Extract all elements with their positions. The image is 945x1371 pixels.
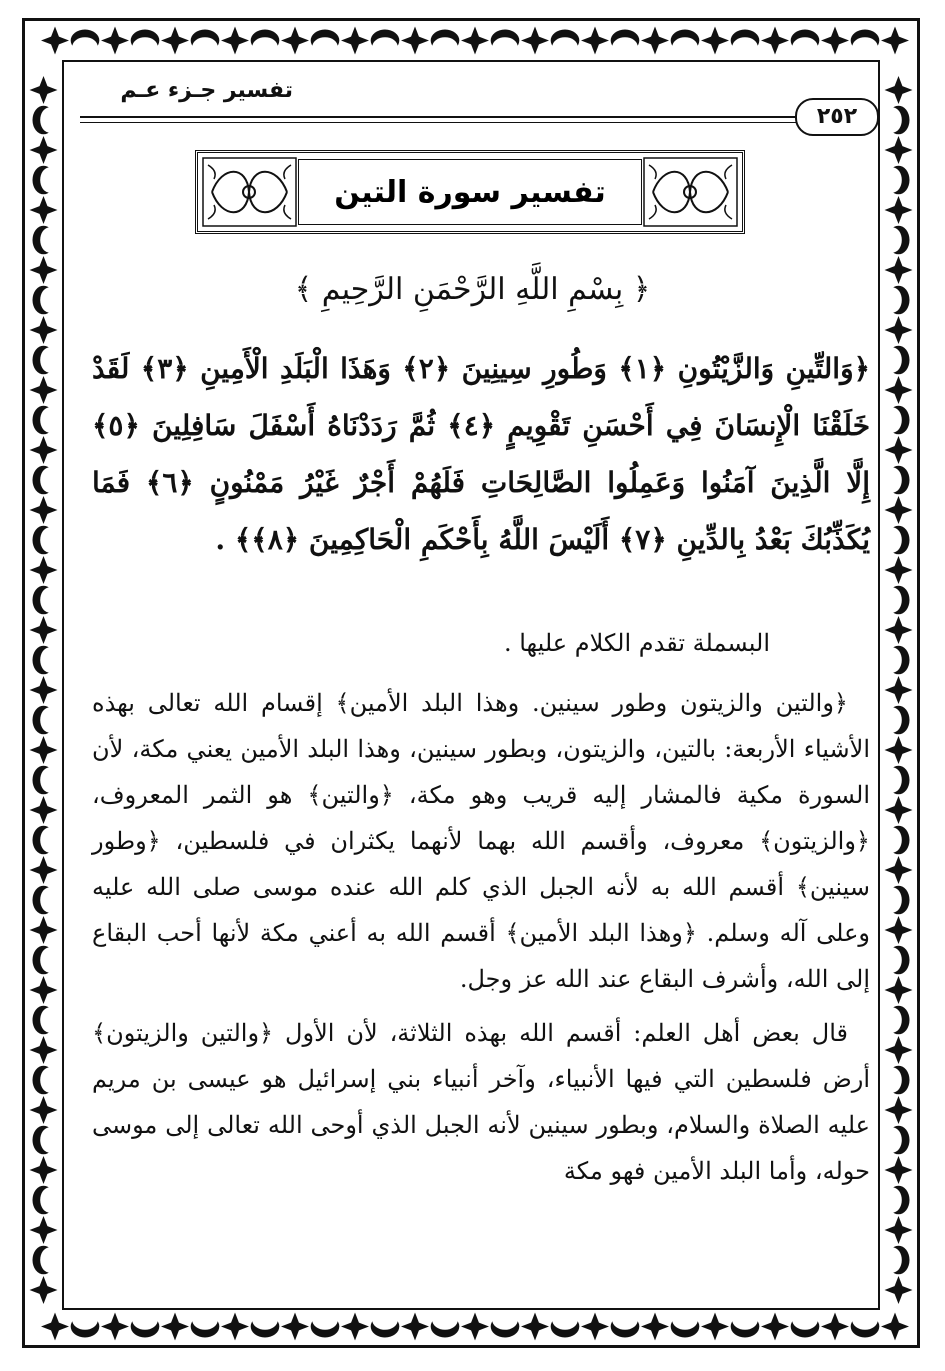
crescent-ornament-icon <box>883 286 909 315</box>
star-ornament-icon <box>701 1313 729 1341</box>
crescent-ornament-icon <box>33 226 59 255</box>
star-ornament-icon <box>30 1276 58 1304</box>
star-ornament-icon <box>161 1313 189 1341</box>
crescent-ornament-icon <box>883 1246 909 1275</box>
crescent-ornament-icon <box>33 166 59 195</box>
crescent-ornament-icon <box>71 30 100 56</box>
star-ornament-icon <box>641 1313 669 1341</box>
crescent-ornament-icon <box>311 30 340 56</box>
star-ornament-icon <box>221 1313 249 1341</box>
crescent-ornament-icon <box>33 466 59 495</box>
header-rule <box>80 116 800 123</box>
star-ornament-icon <box>41 1313 69 1341</box>
arabesque-ornament-icon <box>643 157 738 227</box>
star-ornament-icon <box>885 616 913 644</box>
crescent-ornament-icon <box>191 30 220 56</box>
paragraph: ﴿والتين والزيتون وطور سينين. وهذا البلد الأمين﴾ إقسام الله تعالى بهذه الأشياء الأربعة: بالتين، والزيتون، وبطور سينين، وهذا البلد الأمين يعني مكة، لأن السورة مكية فالمشار إليه قريب وهو مكة، ﴿والتين﴾ هو الثمر المعروف، ﴿والزيتون﴾ معروف، وأقسم الله بهما لأنهما يكثران في فلسطين، ﴿وطور سينين﴾ أقسم الله به لأنه الجبل الذي كلم الله عنده موسى صلى الله عليه وعلى آله وسلم. ﴿وهذا البلد الأمين﴾ أقسم الله به أعني مكة لأنها أحب البقاع إلى الله، وأشرف البقاع عند الله عز وجل. <box>92 689 870 993</box>
star-ornament-icon <box>881 1313 909 1341</box>
star-ornament-icon <box>885 436 913 464</box>
star-ornament-icon <box>821 1313 849 1341</box>
surah-title: تفسير سورة التين <box>298 159 642 225</box>
crescent-ornament-icon <box>191 1311 220 1337</box>
star-ornament-icon <box>885 1096 913 1124</box>
star-ornament-icon <box>30 1216 58 1244</box>
star-ornament-icon <box>221 27 249 55</box>
ornament-border-bottom <box>25 1308 917 1345</box>
star-ornament-icon <box>401 1313 429 1341</box>
crescent-ornament-icon <box>883 706 909 735</box>
star-ornament-icon <box>30 856 58 884</box>
star-ornament-icon <box>885 376 913 404</box>
crescent-ornament-icon <box>883 166 909 195</box>
crescent-ornament-icon <box>551 30 580 56</box>
star-ornament-icon <box>461 27 489 55</box>
star-ornament-icon <box>885 1276 913 1304</box>
star-ornament-icon <box>461 1313 489 1341</box>
star-ornament-icon <box>30 1036 58 1064</box>
crescent-ornament-icon <box>33 1066 59 1095</box>
star-ornament-icon <box>30 316 58 344</box>
crescent-ornament-icon <box>33 946 59 975</box>
crescent-ornament-icon <box>883 346 909 375</box>
star-ornament-icon <box>885 796 913 824</box>
crescent-ornament-icon <box>883 886 909 915</box>
star-ornament-icon <box>885 1156 913 1184</box>
crescent-ornament-icon <box>33 346 59 375</box>
star-ornament-icon <box>885 976 913 1004</box>
crescent-ornament-icon <box>33 286 59 315</box>
ornament-border-left <box>25 60 62 1310</box>
crescent-ornament-icon <box>883 526 909 555</box>
star-ornament-icon <box>881 27 909 55</box>
arabesque-ornament-icon <box>202 157 297 227</box>
crescent-ornament-icon <box>551 1311 580 1337</box>
star-ornament-icon <box>30 76 58 104</box>
star-ornament-icon <box>401 27 429 55</box>
crescent-ornament-icon <box>883 106 909 135</box>
crescent-ornament-icon <box>791 1311 820 1337</box>
crescent-ornament-icon <box>33 1186 59 1215</box>
crescent-ornament-icon <box>491 1311 520 1337</box>
star-ornament-icon <box>30 376 58 404</box>
star-ornament-icon <box>761 1313 789 1341</box>
crescent-ornament-icon <box>33 826 59 855</box>
star-ornament-icon <box>821 27 849 55</box>
crescent-ornament-icon <box>311 1311 340 1337</box>
star-ornament-icon <box>30 796 58 824</box>
star-ornament-icon <box>885 316 913 344</box>
crescent-ornament-icon <box>33 526 59 555</box>
star-ornament-icon <box>885 676 913 704</box>
star-ornament-icon <box>761 27 789 55</box>
star-ornament-icon <box>885 1216 913 1244</box>
crescent-ornament-icon <box>883 1126 909 1155</box>
star-ornament-icon <box>885 136 913 164</box>
crescent-ornament-icon <box>71 1311 100 1337</box>
crescent-ornament-icon <box>731 1311 760 1337</box>
star-ornament-icon <box>885 256 913 284</box>
crescent-ornament-icon <box>131 30 160 56</box>
star-ornament-icon <box>581 1313 609 1341</box>
crescent-ornament-icon <box>851 30 880 56</box>
star-ornament-icon <box>30 736 58 764</box>
star-ornament-icon <box>885 496 913 524</box>
crescent-ornament-icon <box>791 30 820 56</box>
crescent-ornament-icon <box>883 1186 909 1215</box>
crescent-ornament-icon <box>883 646 909 675</box>
crescent-ornament-icon <box>611 1311 640 1337</box>
star-ornament-icon <box>30 1096 58 1124</box>
star-ornament-icon <box>885 76 913 104</box>
star-ornament-icon <box>281 1313 309 1341</box>
crescent-ornament-icon <box>611 30 640 56</box>
star-ornament-icon <box>885 1036 913 1064</box>
star-ornament-icon <box>885 856 913 884</box>
star-ornament-icon <box>30 256 58 284</box>
star-ornament-icon <box>161 27 189 55</box>
paragraph: البسملة تقدم الكلام عليها . <box>503 629 770 657</box>
star-ornament-icon <box>30 916 58 944</box>
star-ornament-icon <box>30 136 58 164</box>
star-ornament-icon <box>30 436 58 464</box>
crescent-ornament-icon <box>883 826 909 855</box>
crescent-ornament-icon <box>883 466 909 495</box>
star-ornament-icon <box>521 1313 549 1341</box>
crescent-ornament-icon <box>371 1311 400 1337</box>
star-ornament-icon <box>521 27 549 55</box>
star-ornament-icon <box>41 27 69 55</box>
ornament-border-top <box>25 21 917 60</box>
star-ornament-icon <box>885 916 913 944</box>
commentary-text <box>92 620 870 1202</box>
page-number: ٢٥٢ <box>795 98 879 136</box>
star-ornament-icon <box>581 27 609 55</box>
crescent-ornament-icon <box>671 1311 700 1337</box>
crescent-ornament-icon <box>671 30 700 56</box>
crescent-ornament-icon <box>33 886 59 915</box>
crescent-ornament-icon <box>491 30 520 56</box>
star-ornament-icon <box>30 976 58 1004</box>
surah-title-cartouche <box>195 150 745 234</box>
crescent-ornament-icon <box>731 30 760 56</box>
crescent-ornament-icon <box>131 1311 160 1337</box>
crescent-ornament-icon <box>883 766 909 795</box>
star-ornament-icon <box>101 1313 129 1341</box>
star-ornament-icon <box>30 196 58 224</box>
running-header-title: تفسير جـزء عـم <box>120 78 293 103</box>
crescent-ornament-icon <box>431 1311 460 1337</box>
crescent-ornament-icon <box>883 1066 909 1095</box>
star-ornament-icon <box>885 556 913 584</box>
paragraph: قال بعض أهل العلم: أقسم الله بهذه الثلاثة، لأن الأول ﴿والتين والزيتون﴾ أرض فلسطين التي فيها الأنبياء، وآخر أنبياء بني إسرائيل هو عيسى بن مريم عليه الصلاة والسلام، وبطور سينين لأنه الجبل الذي أوحى الله تعالى إلى موسى حوله، وأما البلد الأمين فهو مكة <box>92 1019 870 1185</box>
star-ornament-icon <box>30 556 58 584</box>
star-ornament-icon <box>885 196 913 224</box>
crescent-ornament-icon <box>251 30 280 56</box>
crescent-ornament-icon <box>883 586 909 615</box>
star-ornament-icon <box>341 1313 369 1341</box>
crescent-ornament-icon <box>883 226 909 255</box>
star-ornament-icon <box>30 496 58 524</box>
quran-verses: ﴿وَالتِّينِ وَالزَّيْتُونِ ﴿١﴾ وَطُورِ سِينِينَ ﴿٢﴾ وَهَذَا الْبَلَدِ الْأَمِينِ ﴿٣﴾ لَقَدْ خَلَقْنَا الْإِنسَانَ فِي أَحْسَنِ تَقْوِيمٍ ﴿٤﴾ ثُمَّ رَدَدْنَاهُ أَسْفَلَ سَافِلِينَ ﴿٥﴾ إِلَّا الَّذِينَ آمَنُوا وَعَمِلُوا الصَّالِحَاتِ فَلَهُمْ أَجْرٌ غَيْرُ مَمْنُونٍ ﴿٦﴾ فَمَا يُكَذِّبُكَ بَعْدُ بِالدِّينِ ﴿٧﴾ أَلَيْسَ اللَّهُ بِأَحْكَمِ الْحَاكِمِينَ ﴿٨﴾﴾ . <box>92 352 871 556</box>
crescent-ornament-icon <box>33 1126 59 1155</box>
crescent-ornament-icon <box>883 946 909 975</box>
star-ornament-icon <box>701 27 729 55</box>
crescent-ornament-icon <box>883 406 909 435</box>
star-ornament-icon <box>641 27 669 55</box>
crescent-ornament-icon <box>33 706 59 735</box>
star-ornament-icon <box>281 27 309 55</box>
star-ornament-icon <box>885 736 913 764</box>
crescent-ornament-icon <box>851 1311 880 1337</box>
crescent-ornament-icon <box>33 1246 59 1275</box>
crescent-ornament-icon <box>883 1006 909 1035</box>
crescent-ornament-icon <box>33 106 59 135</box>
crescent-ornament-icon <box>33 406 59 435</box>
ornament-border-right <box>880 60 917 1310</box>
star-ornament-icon <box>101 27 129 55</box>
crescent-ornament-icon <box>33 646 59 675</box>
crescent-ornament-icon <box>251 1311 280 1337</box>
star-ornament-icon <box>30 616 58 644</box>
crescent-ornament-icon <box>371 30 400 56</box>
crescent-ornament-icon <box>33 586 59 615</box>
star-ornament-icon <box>341 27 369 55</box>
crescent-ornament-icon <box>431 30 460 56</box>
star-ornament-icon <box>30 676 58 704</box>
crescent-ornament-icon <box>33 1006 59 1035</box>
basmala: ﴿ بِسْمِ اللَّهِ الرَّحْمَنِ الرَّحِيمِ ﴾ <box>294 272 651 307</box>
star-ornament-icon <box>30 1156 58 1184</box>
crescent-ornament-icon <box>33 766 59 795</box>
